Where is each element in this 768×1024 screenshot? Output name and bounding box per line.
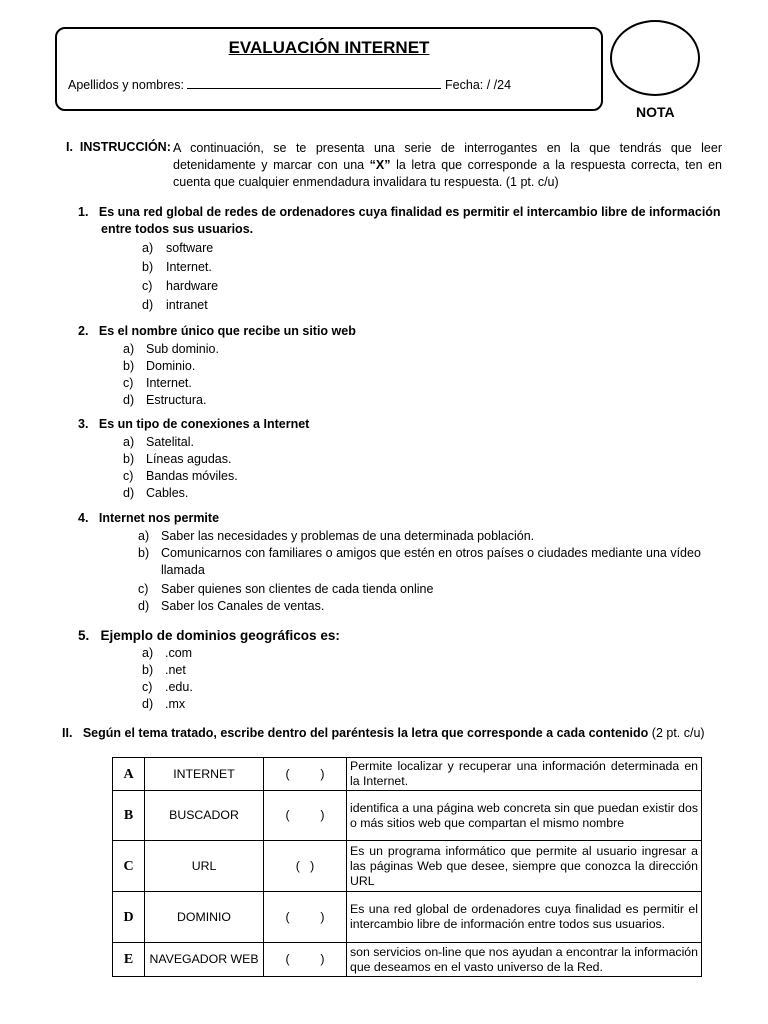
option-a[interactable] [123, 341, 722, 358]
section-2-points: (2 pt. c/u) [651, 726, 705, 740]
row-term: BUSCADOR [145, 791, 264, 841]
row-letter: B [113, 791, 145, 841]
option-text: Dominio. [146, 359, 196, 373]
option-letter: a) [138, 529, 150, 543]
option-list [142, 240, 722, 314]
option-letter: d) [138, 599, 150, 613]
row-letter: D [113, 892, 145, 943]
question-5 [78, 627, 722, 713]
option-a[interactable] [123, 434, 722, 451]
option-text: Satelital. [146, 435, 194, 449]
option-text: Bandas móviles. [146, 469, 238, 483]
matching-table [112, 757, 702, 977]
row-term: URL [145, 841, 264, 892]
answer-blank[interactable]: ( ) [264, 943, 347, 977]
option-letter: b) [142, 260, 154, 274]
option-d[interactable] [123, 485, 722, 502]
exam-title: EVALUACIÓN INTERNET [228, 38, 430, 57]
row-description: Es una red global de ordenadores cuya finalidad es permitir el intercambio libre de información entre todos sus usuarios. [347, 892, 702, 943]
question-number: 2. [78, 324, 89, 338]
answer-blank[interactable]: ( ) [264, 791, 347, 841]
question-1 [78, 204, 722, 314]
row-description: son servicios on-line que nos ayudan a encontrar la información que deseamos en el vasto universo de la Red. [347, 943, 702, 977]
option-letter: c) [123, 376, 134, 390]
table-row [113, 791, 702, 841]
section-2-number: II. [62, 726, 73, 740]
option-c[interactable] [123, 375, 722, 392]
row-description: identifica a una página web concreta sin que puedan existir dos o más sitios web que compartan el mismo nombre [347, 791, 702, 841]
name-date-line [68, 77, 511, 92]
option-text: Saber las necesidades y problemas de una determinada población. [161, 529, 535, 543]
option-text: Internet. [166, 260, 212, 274]
answer-blank[interactable]: ( ) [264, 841, 347, 892]
grade-circle[interactable] [610, 20, 700, 96]
option-letter: d) [142, 697, 154, 711]
row-description: Permite localizar y recuperar una información determinada en la Internet. [347, 758, 702, 791]
question-number: 3. [78, 417, 89, 431]
option-letter: b) [123, 359, 135, 373]
option-c[interactable] [138, 581, 722, 598]
option-letter: b) [142, 663, 154, 677]
section-1-heading [66, 140, 171, 154]
section-2-heading [62, 726, 705, 740]
section-1-label: INSTRUCCIÓN: [79, 140, 171, 154]
instr-text-before: A continuación, se te presenta una serie de interrogantes en la que tendrás que leer detenidamente y marcar con una [173, 141, 722, 172]
question-text: Es un tipo de conexiones a Internet [98, 417, 310, 431]
header-box [55, 27, 603, 111]
option-text: Saber quienes son clientes de cada tienda online [161, 582, 434, 596]
question-title [78, 510, 722, 527]
name-label: Apellidos y nombres: [68, 78, 185, 92]
option-b[interactable] [123, 451, 722, 468]
option-b[interactable] [142, 259, 722, 276]
question-text: Internet nos permite [98, 511, 220, 525]
option-text: .edu. [165, 680, 193, 694]
date-label: Fecha: / /24 [445, 78, 512, 92]
option-letter: d) [142, 298, 154, 312]
option-letter: c) [123, 469, 134, 483]
row-term: DOMINIO [145, 892, 264, 943]
option-d[interactable] [142, 297, 722, 314]
option-c[interactable] [123, 468, 722, 485]
row-letter: A [113, 758, 145, 791]
question-3 [78, 416, 722, 502]
option-letter: a) [142, 241, 154, 255]
option-text: Comunicarnos con familiares o amigos que estén en otros países o ciudades mediante una vídeo llamada [161, 546, 701, 577]
question-title [78, 204, 722, 238]
option-d[interactable] [142, 696, 722, 713]
question-title [78, 323, 722, 340]
option-text: Sub dominio. [146, 342, 219, 356]
name-blank[interactable] [187, 77, 441, 89]
option-b[interactable] [123, 358, 722, 375]
question-4 [78, 510, 722, 615]
option-text: intranet [166, 298, 208, 312]
question-title [78, 416, 722, 433]
option-letter: c) [142, 680, 153, 694]
option-c[interactable] [142, 679, 722, 696]
instr-mark: “X” [369, 158, 391, 172]
option-text: Saber los Canales de ventas. [161, 599, 325, 613]
answer-blank[interactable]: ( ) [264, 758, 347, 791]
question-text: Es una red global de redes de ordenadores cuya finalidad es permitir el intercambio libre de información entre todos sus usuarios. [98, 205, 721, 236]
option-letter: a) [123, 435, 135, 449]
table-row [113, 841, 702, 892]
option-text: .net [165, 663, 186, 677]
option-d[interactable] [138, 598, 722, 615]
answer-blank[interactable]: ( ) [264, 892, 347, 943]
question-number: 4. [78, 511, 89, 525]
row-letter: C [113, 841, 145, 892]
option-letter: b) [123, 452, 135, 466]
row-term: INTERNET [145, 758, 264, 791]
option-text: software [166, 241, 214, 255]
option-a[interactable] [142, 240, 722, 257]
option-text: .com [165, 646, 193, 660]
option-a[interactable] [142, 645, 722, 662]
option-letter: c) [142, 279, 153, 293]
table-row [113, 943, 702, 977]
question-title [78, 627, 722, 644]
option-text: Estructura. [146, 393, 207, 407]
option-text: Líneas agudas. [146, 452, 232, 466]
row-letter: E [113, 943, 145, 977]
option-a[interactable] [138, 528, 722, 545]
option-letter: b) [138, 546, 150, 560]
option-letter: a) [123, 342, 135, 356]
option-text: hardware [166, 279, 219, 293]
section-1-number: I. [66, 140, 73, 154]
option-d[interactable] [123, 392, 722, 409]
question-text: Ejemplo de dominios geográficos es: [100, 628, 340, 643]
option-list [142, 645, 722, 713]
option-list [123, 434, 722, 502]
option-text: Cables. [146, 486, 189, 500]
table-row [113, 892, 702, 943]
option-letter: d) [123, 486, 135, 500]
option-letter: d) [123, 393, 135, 407]
question-number: 5. [78, 628, 90, 643]
option-letter: c) [138, 582, 149, 596]
instr-text-after: la letra que corresponde a la respuesta correcta, ten en cuenta que cualquier enmendadura invalidara tu respuesta. (1 pt. c/u) [173, 158, 723, 189]
question-2 [78, 323, 722, 409]
option-list [138, 528, 722, 615]
option-c[interactable] [142, 278, 722, 295]
question-text: Es el nombre único que recibe un sitio web [98, 324, 356, 338]
section-2-instruction: Según el tema tratado, escribe dentro del paréntesis la letra que corresponde a cada contenido [82, 726, 649, 740]
grade-label: NOTA [636, 104, 675, 120]
option-b[interactable] [138, 545, 722, 579]
row-description: Es un programa informático que permite al usuario ingresar a las páginas Web que desee, siempre que conozca la dirección URL [347, 841, 702, 892]
row-term: NAVEGADOR WEB [145, 943, 264, 977]
option-text: Internet. [146, 376, 192, 390]
option-list [123, 341, 722, 409]
option-text: .mx [165, 697, 186, 711]
table-row [113, 758, 702, 791]
section-1-text [173, 140, 722, 191]
question-number: 1. [78, 205, 89, 219]
section-1-instructions [66, 140, 722, 191]
option-letter: a) [142, 646, 154, 660]
option-b[interactable] [142, 662, 722, 679]
